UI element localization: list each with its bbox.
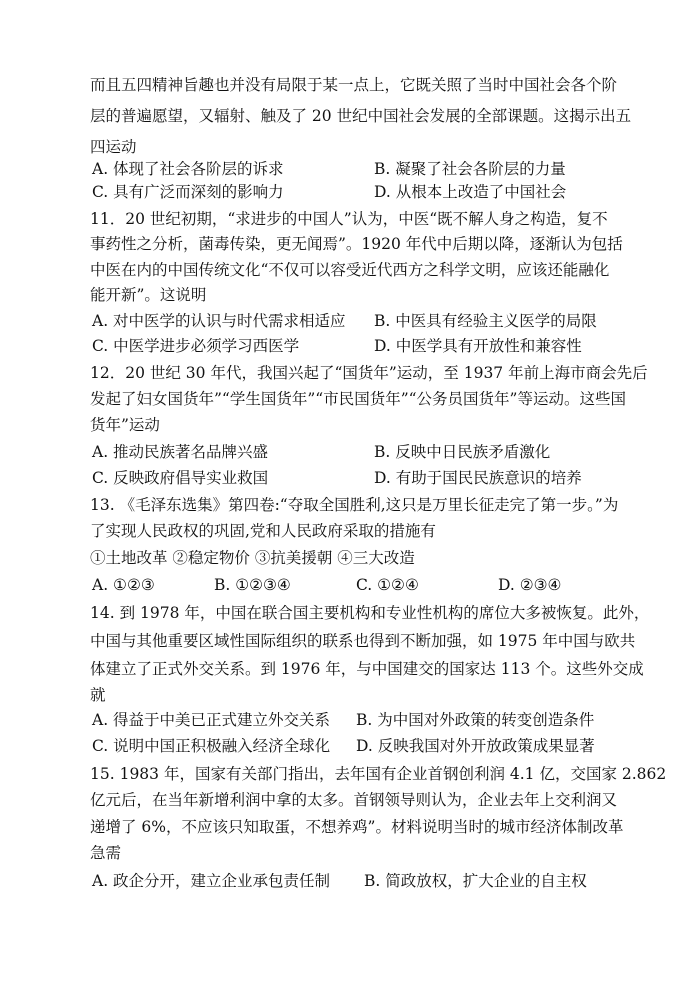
question-12-option-c[interactable]: C. 反映政府倡导实业救国 <box>92 469 269 487</box>
question-11-text-line-3: 中医在内的中国传统文化“不仅可以容受近代西方之科学文明，应该还能融化 <box>90 261 610 279</box>
question-10-option-a[interactable]: A. 体现了社会各阶层的诉求 <box>92 160 284 178</box>
question-11-option-b[interactable]: B. 中医具有经验主义医学的局限 <box>374 312 597 330</box>
question-14-option-b[interactable]: B. 为中国对外政策的转变创造条件 <box>356 711 595 729</box>
question-15-text-line-4: 急需 <box>90 844 122 862</box>
question-13-text-line-2: 了实现人民政权的巩固,党和人民政府采取的措施有 <box>90 522 436 540</box>
question-11-option-a[interactable]: A. 对中医学的认识与时代需求相适应 <box>92 312 346 330</box>
question-11-text-line-4: 能开新”。这说明 <box>90 286 207 304</box>
question-14-text-line-3: 体建立了正式外交关系。到 1976 年，与中国建交的国家达 113 个。这些外交成 <box>90 660 644 678</box>
question-15-text-line-1: 15. 1983 年，国家有关部门指出，去年国有企业首钢创利润 4.1 亿，交国家 2.862 <box>90 765 667 783</box>
question-11-option-c[interactable]: C. 中医学进步必须学习西医学 <box>92 337 300 355</box>
question-11-option-d[interactable]: D. 中医学具有开放性和兼容性 <box>374 337 582 355</box>
question-13-option-c[interactable]: C. ①②④ <box>356 576 419 594</box>
question-10-option-c[interactable]: C. 具有广泛而深刻的影响力 <box>92 183 284 201</box>
question-10-text-line-2: 层的普遍愿望，又辐射、触及了 20 世纪中国社会发展的全部课题。这揭示出五 <box>90 107 632 125</box>
question-14-text-line-2: 中国与其他重要区域性国际组织的联系也得到不断加强，如 1975 年中国与欧共 <box>90 632 636 650</box>
question-13-option-d[interactable]: D. ②③④ <box>498 576 562 594</box>
question-13-option-b[interactable]: B. ①②③④ <box>214 576 291 594</box>
question-14-text-line-4: 就 <box>90 686 106 704</box>
question-12-text-line-1: 12．20 世纪 30 年代，我国兴起了“国货年”运动，至 1937 年前上海市商会先后 <box>90 364 648 382</box>
question-11-text-line-1: 11．20 世纪初期，“求进步的中国人”认为，中医“既不解人身之构造，复不 <box>90 210 608 228</box>
question-12-text-line-3: 货年”运动 <box>90 416 160 434</box>
question-15-text-line-2: 亿元后，在当年新增利润中拿的太多。首钢领导则认为，企业去年上交利润又 <box>90 791 618 809</box>
question-13-text-line-1: 13. 《毛泽东选集》第四卷:“夺取全国胜利,这只是万里长征走完了第一步。”为 <box>90 496 619 514</box>
question-12-option-b[interactable]: B. 反映中日民族矛盾激化 <box>374 443 551 461</box>
question-14-option-a[interactable]: A. 得益于中美已正式建立外交关系 <box>92 711 331 729</box>
question-13-text-line-3: ①土地改革 ②稳定物价 ③抗美援朝 ④三大改造 <box>90 549 415 567</box>
question-15-text-line-3: 递增了 6%，不应该只知取蛋，不想养鸡”。材料说明当时的城市经济体制改革 <box>90 818 624 836</box>
question-15-option-a[interactable]: A. 政企分开，建立企业承包责任制 <box>92 872 331 890</box>
question-10-text-line-3: 四运动 <box>90 138 137 156</box>
question-12-text-line-2: 发起了妇女国货年”“学生国货年”“市民国货年”“公务员国货年”等运动。这些国 <box>90 390 626 408</box>
question-13-option-a[interactable]: A. ①②③ <box>92 576 155 594</box>
question-15-option-b[interactable]: B. 简政放权，扩大企业的自主权 <box>364 872 587 890</box>
question-14-text-line-1: 14. 到 1978 年，中国在联合国主要机构和专业性机构的席位大多被恢复。此外， <box>90 604 650 622</box>
question-10-text-line-1: 而且五四精神旨趣也并没有局限于某一点上，它既关照了当时中国社会各个阶 <box>90 76 618 94</box>
question-14-option-d[interactable]: D. 反映我国对外开放政策成果显著 <box>356 737 595 755</box>
question-12-option-d[interactable]: D. 有助于国民民族意识的培养 <box>374 469 582 487</box>
question-14-option-c[interactable]: C. 说明中国正积极融入经济全球化 <box>92 737 331 755</box>
question-10-option-b[interactable]: B. 凝聚了社会各阶层的力量 <box>374 160 566 178</box>
question-10-option-d[interactable]: D. 从根本上改造了中国社会 <box>374 183 567 201</box>
question-11-text-line-2: 事药性之分析，菌毒传染，更无闻焉”。1920 年代中后期以降，逐渐认为包括 <box>90 235 623 253</box>
question-12-option-a[interactable]: A. 推动民族著名品牌兴盛 <box>92 443 269 461</box>
